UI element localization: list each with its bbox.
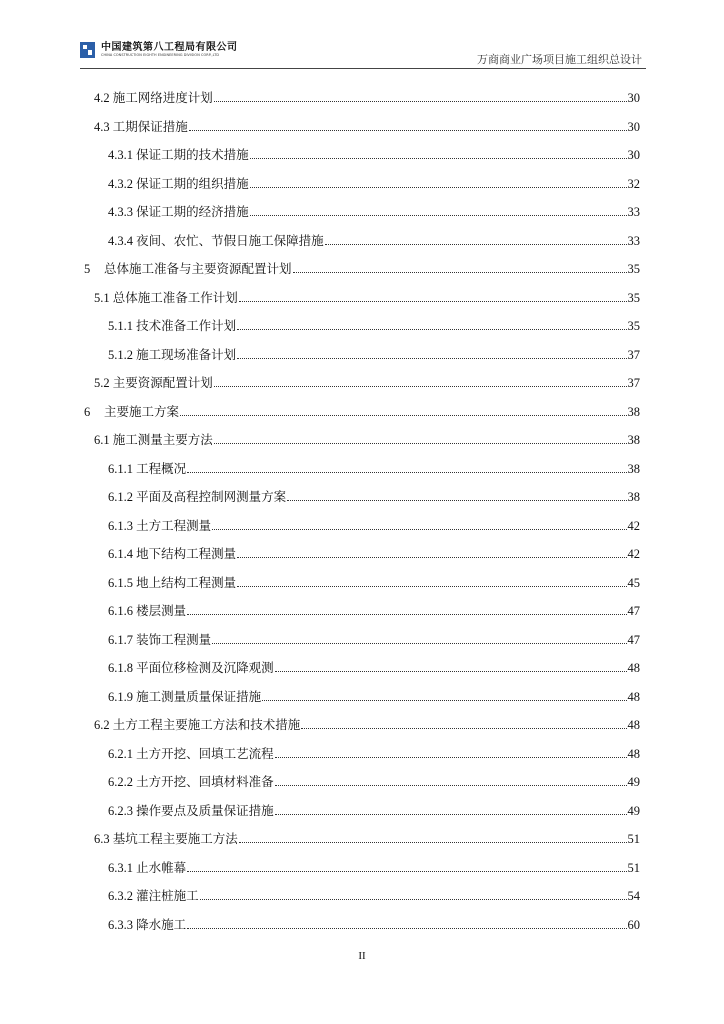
toc-entry-page: 33 [627, 233, 640, 248]
toc-entry-number: 4.2 [94, 91, 113, 105]
toc-entry-number: 6.1.7 [108, 632, 137, 647]
toc-entry-page: 35 [627, 290, 640, 305]
dot-leader [275, 814, 627, 815]
dot-leader [187, 928, 626, 929]
toc-entry[interactable] [108, 227, 640, 249]
toc-entry-page: 30 [627, 119, 640, 134]
toc-entry-page: 48 [627, 689, 640, 704]
toc-entry[interactable] [108, 740, 640, 762]
dot-leader [187, 871, 626, 872]
dot-leader [214, 386, 627, 387]
dot-leader [262, 700, 626, 701]
dot-leader [293, 272, 627, 273]
toc-entry-number: 6.3.2 [108, 889, 137, 903]
dot-leader [250, 158, 627, 159]
toc-entry-page: 47 [627, 632, 640, 647]
dot-leader [214, 101, 627, 102]
toc-entry-title: 夜间、农忙、节假日施工保障措施 [136, 232, 324, 248]
toc-entry-number: 4.3.4 [108, 233, 137, 248]
toc-entry-number: 6.3.3 [108, 917, 137, 932]
toc-entry-page: 54 [627, 889, 640, 903]
toc-entry[interactable] [94, 426, 640, 448]
dot-leader [237, 557, 626, 558]
toc-entry-page: 42 [627, 518, 640, 533]
toc-entry[interactable] [108, 341, 640, 363]
toc-entry-page: 60 [627, 917, 640, 932]
toc-entry-title: 地下结构工程测量 [136, 546, 237, 561]
toc-entry-number: 5.1.1 [108, 319, 137, 333]
toc-entry-title: 保证工期的组织措施 [136, 175, 249, 191]
toc-entry-number: 5.1 [94, 290, 113, 305]
toc-entry-title: 土方工程测量 [136, 517, 212, 533]
toc-entry-page: 33 [627, 205, 640, 219]
toc-entry-page: 35 [627, 319, 640, 333]
company-logo [80, 42, 238, 58]
toc-entry-number: 6.1.8 [108, 661, 137, 675]
toc-entry-title: 主要施工方案 [104, 403, 180, 419]
toc-entry-page: 37 [627, 347, 640, 362]
toc-entry-number: 4.3.1 [108, 148, 137, 162]
toc-entry-number: 5.2 [94, 376, 113, 390]
toc-entry-number: 6.1.9 [108, 689, 137, 704]
dot-leader [237, 586, 626, 587]
dot-leader [325, 244, 627, 245]
toc-entry-number: 6.3 [94, 832, 113, 846]
dot-leader [180, 415, 626, 416]
toc-entry-title: 保证工期的技术措施 [136, 147, 249, 162]
toc-entry-title: 土方开挖、回填材料准备 [136, 774, 274, 789]
toc-entry-page: 49 [627, 803, 640, 818]
toc-entry[interactable] [94, 113, 640, 135]
toc-entry-page: 38 [627, 404, 640, 419]
dot-leader [287, 500, 626, 501]
toc-entry[interactable] [84, 398, 640, 420]
toc-entry-number: 6.1.6 [108, 604, 137, 618]
toc-entry-number: 6.2.3 [108, 803, 137, 818]
toc-entry[interactable] [108, 512, 640, 534]
toc-entry-title: 楼层测量 [136, 603, 187, 618]
toc-entry-page: 51 [627, 832, 640, 846]
toc-entry[interactable] [108, 569, 640, 591]
toc-entry-title: 工期保证措施 [112, 118, 188, 134]
cscec-logo-icon [80, 42, 95, 58]
dot-leader [239, 842, 627, 843]
toc-entry-number: 6.3.1 [108, 860, 137, 875]
toc-entry-number: 5 [84, 262, 91, 276]
toc-entry-page: 51 [627, 860, 640, 875]
toc-entry-page: 38 [627, 490, 640, 504]
toc-entry-title: 工程概况 [136, 460, 187, 476]
dot-leader [237, 329, 626, 330]
toc-entry[interactable] [108, 540, 640, 562]
toc-entry-number: 6.1.3 [108, 518, 137, 533]
toc-entry[interactable] [108, 141, 640, 163]
toc-entry[interactable] [108, 882, 640, 904]
toc-entry-number: 6.1.5 [108, 575, 137, 590]
toc-entry-page: 48 [627, 718, 640, 732]
toc-entry-title: 技术准备工作计划 [136, 318, 237, 333]
toc-entry[interactable] [108, 854, 640, 876]
toc-entry[interactable] [108, 597, 640, 619]
toc-entry[interactable] [94, 84, 640, 106]
dot-leader [250, 215, 627, 216]
toc-entry-number: 6.1.4 [108, 547, 137, 561]
toc-entry-number: 6.2.1 [108, 746, 137, 761]
toc-entry[interactable] [108, 170, 640, 192]
toc-entry-number: 6.1 [94, 433, 113, 447]
toc-entry-page: 45 [627, 575, 640, 590]
dot-leader [212, 643, 626, 644]
toc-entry-title: 平面位移检测及沉降观测 [136, 660, 274, 675]
dot-leader [187, 472, 626, 473]
toc-entry-title: 操作要点及质量保证措施 [136, 802, 274, 818]
toc-entry-title: 土方开挖、回填工艺流程 [136, 745, 274, 761]
toc-entry-title: 土方工程主要施工方法和技术措施 [112, 717, 301, 732]
toc-entry-page: 47 [627, 604, 640, 618]
toc-entry-number: 4.3.2 [108, 176, 137, 191]
toc-entry-title: 总体施工准备与主要资源配置计划 [104, 261, 292, 276]
dot-leader [237, 358, 626, 359]
toc-entry[interactable] [108, 654, 640, 676]
toc-entry[interactable] [108, 198, 640, 220]
dot-leader [275, 757, 627, 758]
toc-entry-page: 49 [627, 775, 640, 789]
toc-entry-page: 38 [627, 461, 640, 476]
toc-entry-number: 6.1.1 [108, 461, 137, 476]
toc-entry-title: 保证工期的经济措施 [136, 204, 249, 219]
toc-entry-number: 6.1.2 [108, 490, 137, 504]
toc-entry-number: 4.3.3 [108, 205, 137, 219]
toc-entry-title: 总体施工准备工作计划 [112, 289, 238, 305]
toc-entry-number: 5.1.2 [108, 347, 137, 362]
toc-entry-title: 基坑工程主要施工方法 [112, 831, 238, 846]
toc-entry-page: 48 [627, 661, 640, 675]
dot-leader [239, 301, 627, 302]
toc-entry-page: 42 [627, 547, 640, 561]
toc-entry[interactable] [108, 483, 640, 505]
dot-leader [301, 728, 626, 729]
toc-entry-number: 6 [84, 404, 91, 419]
toc-entry[interactable] [94, 369, 640, 391]
toc-entry[interactable] [94, 711, 640, 733]
toc-entry-title: 灌注桩施工 [136, 888, 199, 903]
toc-entry-page: 35 [627, 262, 640, 276]
dot-leader [189, 130, 627, 131]
toc-entry-number: 6.2 [94, 718, 113, 732]
dot-leader [200, 899, 627, 900]
toc-entry[interactable] [108, 797, 640, 819]
toc-entry-title: 地上结构工程测量 [136, 574, 237, 590]
page-header [80, 38, 646, 69]
document-title: 万商商业广场项目施工组织总设计 [477, 53, 642, 66]
toc-entry-title: 降水施工 [136, 916, 187, 932]
toc-entry[interactable] [108, 911, 640, 933]
toc-entry[interactable] [94, 284, 640, 306]
toc-entry-number: 4.3 [94, 119, 113, 134]
toc-entry-page: 37 [627, 376, 640, 390]
dot-leader [275, 785, 627, 786]
dot-leader [275, 671, 627, 672]
toc-entry-title: 主要资源配置计划 [112, 375, 213, 390]
toc-entry-page: 32 [627, 176, 640, 191]
dot-leader [250, 187, 627, 188]
toc-entry[interactable] [108, 312, 640, 334]
toc-entry-page: 30 [627, 91, 640, 105]
toc-entry[interactable] [108, 683, 640, 705]
toc-entry-title: 施工测量主要方法 [112, 432, 213, 447]
toc-entry-title: 装饰工程测量 [136, 631, 212, 647]
toc-entry[interactable] [108, 626, 640, 648]
dot-leader [214, 443, 627, 444]
page-number: II [358, 950, 366, 962]
toc-entry[interactable] [108, 768, 640, 790]
toc-entry-page: 30 [627, 148, 640, 162]
toc-entry-title: 止水帷幕 [136, 859, 187, 875]
toc-entry-page: 38 [627, 433, 640, 447]
dot-leader [187, 614, 626, 615]
dot-leader [212, 529, 626, 530]
toc-entry[interactable] [94, 825, 640, 847]
toc-entry[interactable] [108, 455, 640, 477]
company-name-cn: 中国建筑第八工程局有限公司 [101, 42, 238, 53]
toc-entry-page: 48 [627, 746, 640, 761]
toc-entry-title: 施工测量质量保证措施 [136, 688, 262, 704]
toc-entry-title: 施工现场准备计划 [136, 346, 237, 362]
company-name-en: CHINA CONSTRUCTION EIGHTH ENGINEERING DIVISION CORP.,LTD [101, 53, 220, 57]
toc-entry-title: 平面及高程控制网测量方案 [136, 489, 287, 504]
toc-entry-title: 施工网络进度计划 [112, 90, 213, 105]
toc-entry-number: 6.2.2 [108, 775, 137, 789]
toc-entry[interactable] [84, 255, 640, 277]
